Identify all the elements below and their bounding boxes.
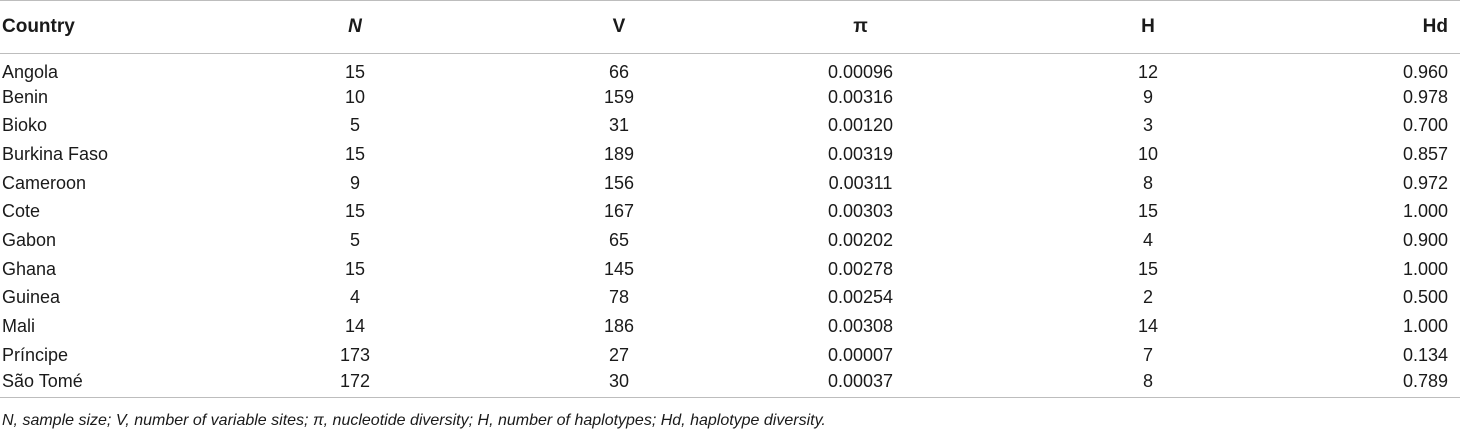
cell-sample-size: 4 [349,287,360,308]
cell-haplotypes: 4 [1142,229,1153,250]
header-haplotypes: H [993,1,1303,54]
cell-haplotype-diversity: 1.000 [1402,201,1448,222]
cell-haplotypes: 2 [1142,287,1153,308]
cell-country: Guinea [2,287,61,308]
cell-haplotypes: 15 [1137,201,1159,222]
cell-country: Ghana [2,258,57,279]
cell-variable-sites: 186 [603,316,635,337]
table-row [0,111,1460,140]
cell-country: Bioko [2,115,48,136]
cell-haplotypes: 3 [1142,115,1153,136]
cell-haplotypes: 15 [1137,258,1159,279]
cell-nucleotide-diversity: 0.00202 [827,229,894,250]
cell-haplotypes: 9 [1142,86,1153,107]
cell-haplotype-diversity: 0.960 [1402,62,1448,83]
cell-haplotype-diversity: 0.700 [1402,115,1448,136]
cell-sample-size: 173 [339,344,371,365]
table-row [0,226,1460,255]
cell-country: Benin [2,86,49,107]
cell-country: Cameroon [2,172,87,193]
cell-variable-sites: 65 [608,229,630,250]
table-row [0,254,1460,283]
cell-nucleotide-diversity: 0.00037 [728,369,993,398]
header-country: Country [0,1,200,54]
cell-sample-size: 172 [200,369,510,398]
cell-haplotypes: 8 [1142,172,1153,193]
header-row [0,1,1460,54]
cell-variable-sites: 159 [603,86,635,107]
cell-sample-size: 5 [349,229,360,250]
cell-variable-sites: 189 [603,143,635,164]
cell-haplotypes: 14 [1137,316,1159,337]
cell-nucleotide-diversity: 0.00278 [827,258,894,279]
header-sample-size: N [200,1,510,54]
cell-haplotype-diversity: 0.857 [1402,143,1448,164]
cell-nucleotide-diversity: 0.00096 [827,62,894,83]
cell-variable-sites: 30 [510,369,728,398]
table-row [0,283,1460,312]
cell-variable-sites: 167 [603,201,635,222]
table-row [0,197,1460,226]
cell-sample-size: 14 [344,316,366,337]
cell-nucleotide-diversity: 0.00254 [827,287,894,308]
cell-nucleotide-diversity: 0.00120 [827,115,894,136]
cell-nucleotide-diversity: 0.00303 [827,201,894,222]
cell-haplotype-diversity: 1.000 [1402,316,1448,337]
cell-variable-sites: 27 [608,344,630,365]
header-haplotype-diversity: Hd [1303,1,1460,54]
cell-country: Burkina Faso [2,143,109,164]
cell-haplotype-diversity: 0.978 [1402,86,1448,107]
cell-sample-size: 5 [349,115,360,136]
header-variable-sites: V [510,1,728,54]
table-row [0,140,1460,169]
cell-haplotype-diversity: 0.972 [1402,172,1448,193]
cell-nucleotide-diversity: 0.00007 [827,344,894,365]
cell-sample-size: 15 [344,201,366,222]
table-row [0,369,1460,398]
table-header [0,1,1460,54]
cell-country: Gabon [2,229,57,250]
cell-variable-sites: 78 [608,287,630,308]
cell-nucleotide-diversity: 0.00319 [827,143,894,164]
cell-nucleotide-diversity: 0.00316 [827,86,894,107]
cell-nucleotide-diversity: 0.00308 [827,316,894,337]
cell-haplotypes: 12 [1137,62,1159,83]
cell-haplotypes: 8 [993,369,1303,398]
cell-sample-size: 15 [344,143,366,164]
cell-sample-size: 9 [349,172,360,193]
table-row [0,312,1460,341]
cell-country: Mali [2,316,36,337]
table-body [0,54,1460,398]
cell-variable-sites: 66 [608,62,630,83]
cell-sample-size: 10 [344,86,366,107]
table-footnote: N, sample size; V, number of variable sites; π, nucleotide diversity; H, number of haplotypes; Hd, haplotype diversity. [2,412,826,429]
cell-variable-sites: 156 [603,172,635,193]
header-nucleotide-diversity: π [728,1,993,54]
cell-country: São Tomé [0,369,200,398]
cell-haplotypes: 10 [1137,143,1159,164]
cell-sample-size: 15 [344,62,366,83]
cell-variable-sites: 31 [608,115,630,136]
cell-sample-size: 15 [344,258,366,279]
table-row [0,340,1460,369]
cell-haplotype-diversity: 0.500 [1402,287,1448,308]
cell-haplotype-diversity: 1.000 [1402,258,1448,279]
cell-variable-sites: 145 [603,258,635,279]
cell-country: Cote [2,201,41,222]
table-row [0,168,1460,197]
cell-country: Príncipe [2,344,69,365]
table-row [0,82,1460,111]
cell-haplotype-diversity: 0.134 [1402,344,1448,365]
table-row [0,54,1460,83]
cell-haplotype-diversity: 0.900 [1402,229,1448,250]
cell-haplotypes: 7 [1142,344,1153,365]
cell-country: Angola [2,62,59,83]
cell-haplotype-diversity: 0.789 [1303,369,1460,398]
cell-nucleotide-diversity: 0.00311 [828,172,893,193]
